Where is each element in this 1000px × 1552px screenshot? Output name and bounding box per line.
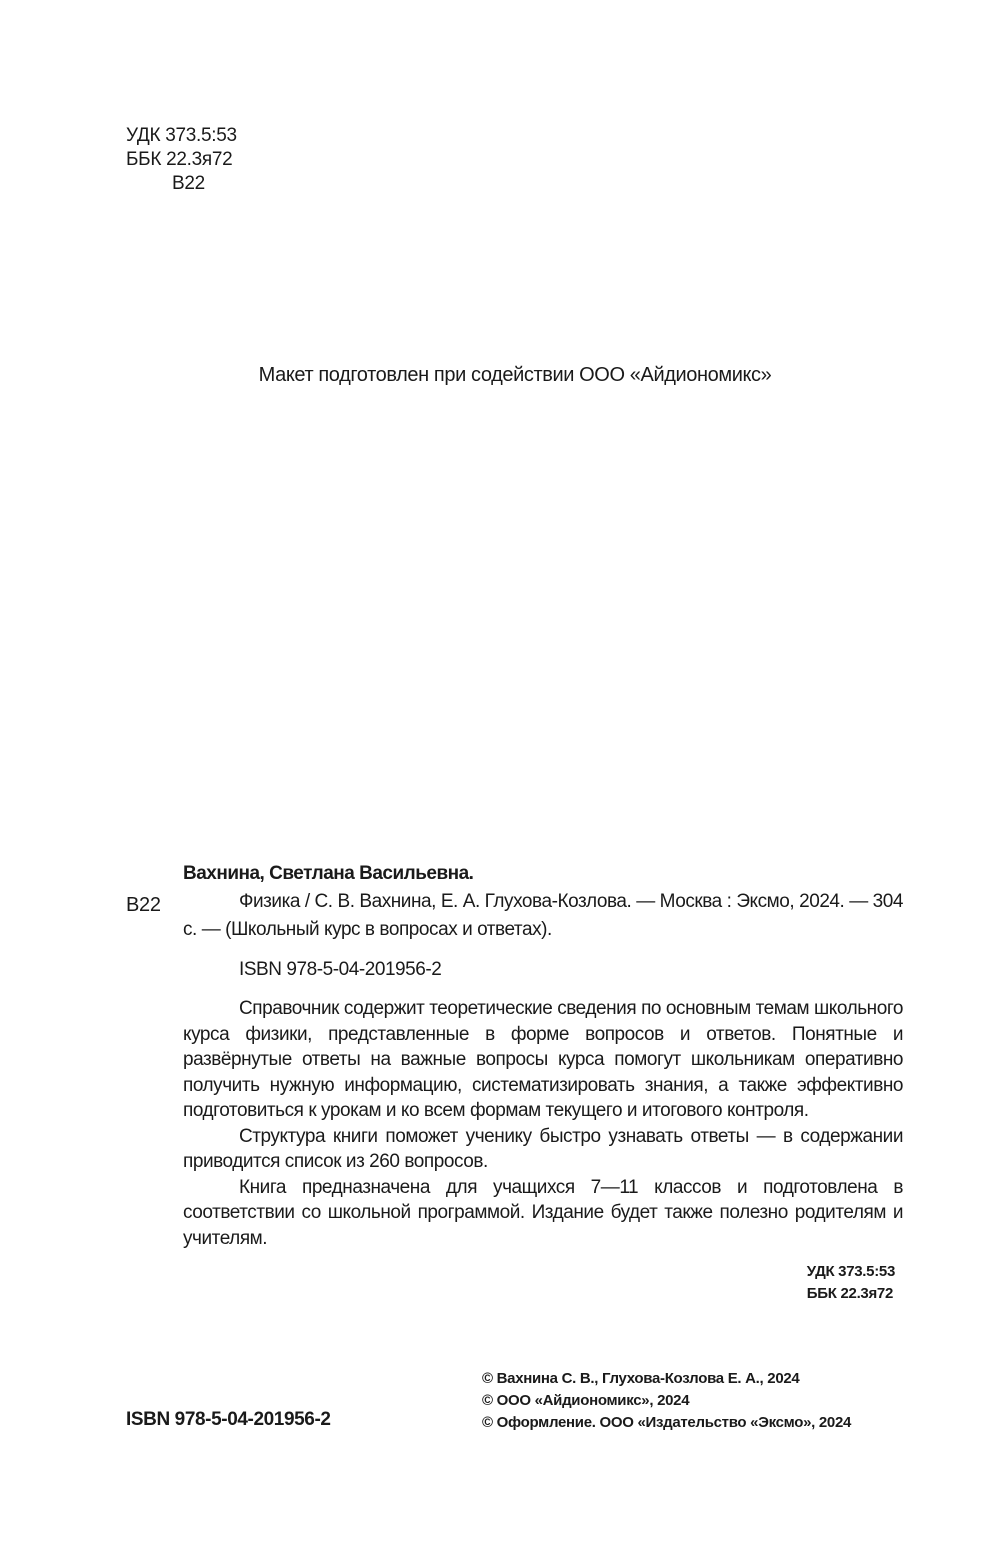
catalog-card [183,860,903,1305]
layout-credit: Макет подготовлен при содействии ООО «Айдиономикс» [258,364,772,386]
card-isbn: ISBN 978-5-04-201956-2 [239,959,442,980]
author-mark: В22 [172,173,205,194]
udk-code: УДК 373.5:53 [126,125,237,146]
card-udk-code: УДК 373.5:53 [806,1263,895,1280]
footer-isbn: ISBN 978-5-04-201956-2 [126,1409,331,1430]
card-author-mark: В22 [126,894,161,916]
annotation [183,996,903,1251]
bibliographic-entry: Физика / С. В. Вахнина, Е. А. Глухова-Козлова. — Москва : Эксмо, 2024. — 304 с. — (Школьный курс в вопросах и ответах). [183,891,903,940]
annotation-paragraph: Книга предназначена для учащихся 7—11 классов и подготовлена в соответствии со школьной программой. Издание будет также полезно родителям и учителям. [183,1176,903,1249]
annotation-paragraph: Структура книги поможет ученику быстро узнавать ответы — в содержании приводится список из 260 вопросов. [183,1125,903,1172]
copyright-line: © Оформление. ООО «Издательство «Эксмо», 2024 [482,1414,852,1431]
bbk-code: ББК 22.3я72 [126,149,233,170]
classification-codes [126,124,237,196]
card-author: Вахнина, Светлана Васильевна. [183,863,474,884]
card-index-codes [183,1261,903,1305]
card-bbk-code: ББК 22.3я72 [806,1285,894,1302]
copyright-line: © ООО «Айдиономикс», 2024 [482,1392,690,1409]
copyright-block [482,1368,851,1434]
copyright-line: © Вахнина С. В., Глухова-Козлова Е. А., 2024 [482,1370,800,1387]
annotation-paragraph: Справочник содержит теоретические сведения по основным темам школьного курса физики, представленные в форме вопросов и ответов. Понятные и развёрнутые ответы на важные вопросы курса помогут школьникам оперативно получить нужную информацию, систематизировать знания, а также эффективно подготовиться к урокам и ко всем формам текущего и итогового контроля. [183,998,903,1121]
